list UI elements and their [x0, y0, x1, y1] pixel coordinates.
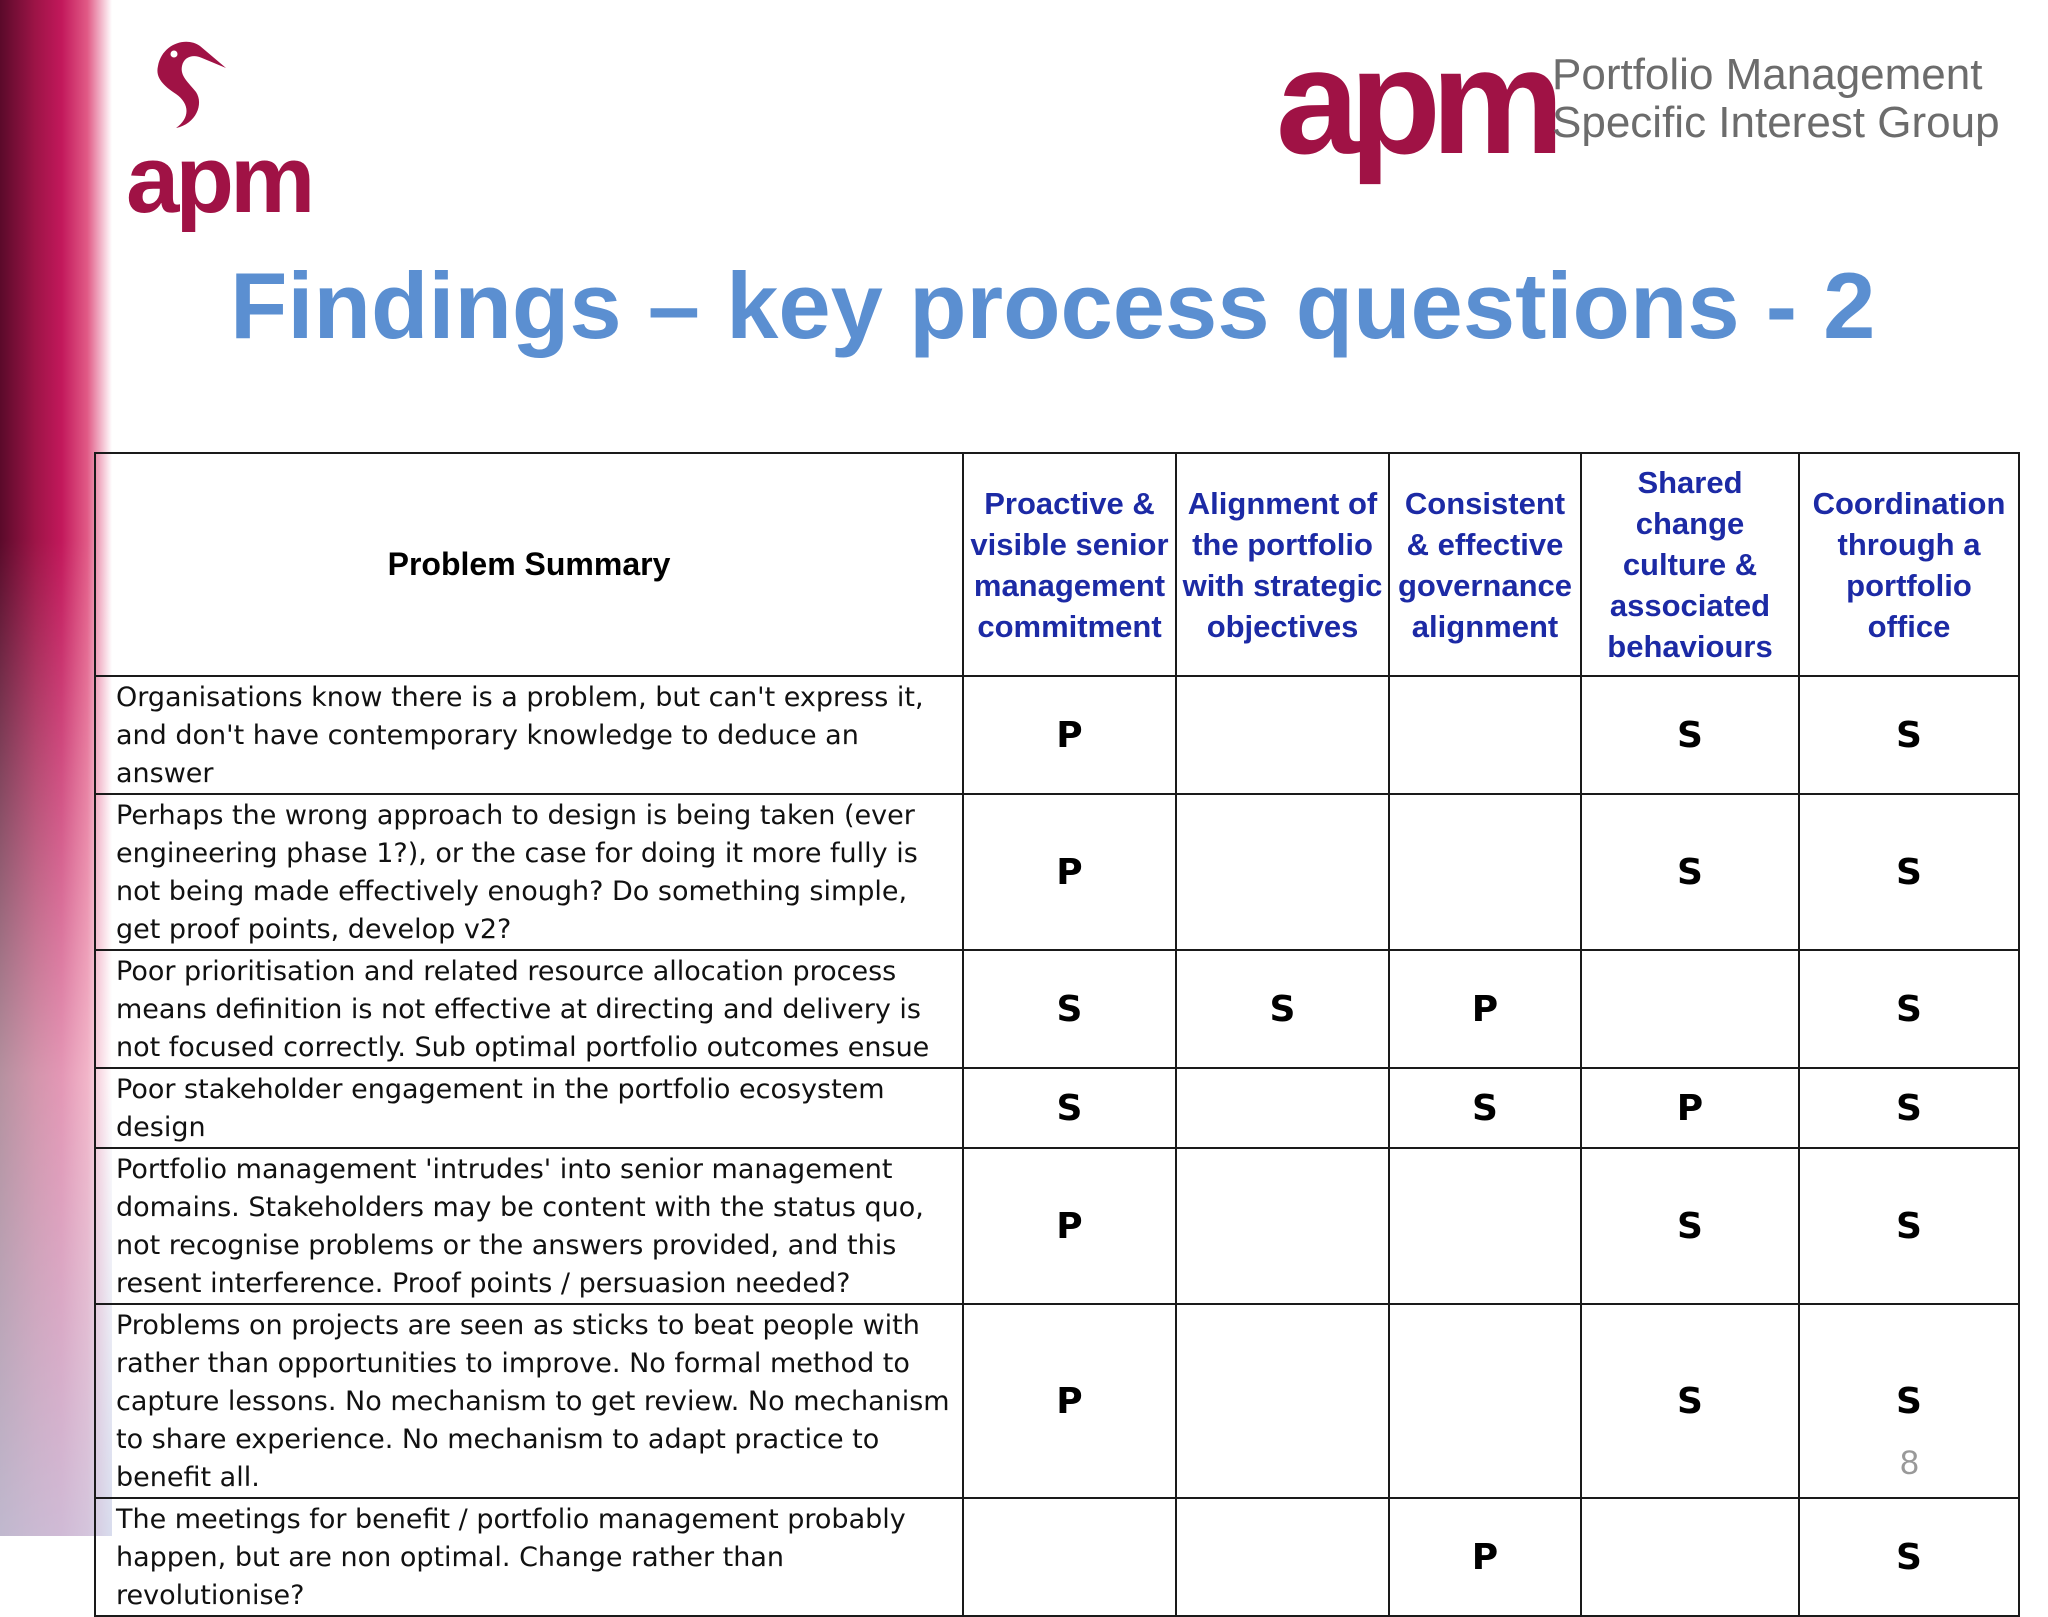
mark-cell: P: [963, 794, 1176, 950]
mark-cell: S: [1581, 794, 1799, 950]
left-logo-wordmark: apm: [126, 126, 312, 233]
mark-cell: S: [963, 950, 1176, 1068]
mark-cell: S: [1799, 1498, 2019, 1616]
apm-logo-small: [126, 32, 312, 233]
criterion-strategic-alignment: Alignment of the portfolio with strategic objectives: [1176, 453, 1389, 676]
problem-cell: The meetings for benefit / portfolio management probably happen, but are non optimal. Change rather than revolutionise?: [95, 1498, 963, 1616]
mark-cell: P: [963, 1148, 1176, 1304]
right-logo-wordmark: apm: [1276, 17, 1555, 185]
mark-cell: [1389, 1148, 1581, 1304]
mark-cell: S: [1581, 676, 1799, 794]
group-name-line1: Portfolio Management: [1552, 50, 1983, 99]
problem-cell: Portfolio management 'intrudes' into senior management domains. Stakeholders may be content with the status quo, not recognise problems or the answers provided, and this resent interference. Proof points / persuasion needed?: [95, 1148, 963, 1304]
mark-cell: S: [1799, 1068, 2019, 1148]
problem-cell: Poor prioritisation and related resource allocation process means definition is not effective at directing and delivery is not focused correctly. Sub optimal portfolio outcomes ensue: [95, 950, 963, 1068]
mark-cell: [963, 1498, 1176, 1616]
mark-cell: [1176, 676, 1389, 794]
findings-table: [94, 452, 2020, 1617]
page-number: 8: [1900, 1444, 1919, 1482]
mark-cell: [1176, 1498, 1389, 1616]
table-row: [95, 794, 2019, 950]
table-row: [95, 1498, 2019, 1616]
table-row: [95, 1304, 2019, 1498]
mark-cell: [1581, 1498, 1799, 1616]
mark-cell: [1581, 950, 1799, 1068]
table-row: [95, 950, 2019, 1068]
mark-cell: S: [1389, 1068, 1581, 1148]
mark-cell: [1389, 676, 1581, 794]
mark-cell: [1176, 1068, 1389, 1148]
mark-cell: S: [1581, 1304, 1799, 1498]
criterion-change-culture: Shared change culture & associated behaviours: [1581, 453, 1799, 676]
heron-bird-icon: [140, 32, 230, 132]
problem-summary-header: Problem Summary: [95, 453, 963, 676]
mark-cell: [1389, 1304, 1581, 1498]
problem-cell: Poor stakeholder engagement in the portfolio ecosystem design: [95, 1068, 963, 1148]
mark-cell: [1176, 794, 1389, 950]
mark-cell: S: [1176, 950, 1389, 1068]
page-title: Findings – key process questions - 2: [230, 253, 1876, 358]
mark-cell: S: [1799, 1148, 2019, 1304]
mark-cell: [1176, 1304, 1389, 1498]
problem-cell: Perhaps the wrong approach to design is being taken (ever engineering phase 1?), or the case for doing it more fully is not being made effectively enough? Do something simple, get proof points, develop v2?: [95, 794, 963, 950]
table-header-row: [95, 453, 2019, 676]
criterion-portfolio-office: Coordination through a portfolio office: [1799, 453, 2019, 676]
mark-cell: P: [1389, 1498, 1581, 1616]
mark-cell: S: [963, 1068, 1176, 1148]
mark-cell: S: [1581, 1148, 1799, 1304]
mark-cell: P: [963, 1304, 1176, 1498]
mark-cell: P: [1581, 1068, 1799, 1148]
table-row: [95, 676, 2019, 794]
table-row: [95, 1068, 2019, 1148]
mark-cell: P: [1389, 950, 1581, 1068]
mark-cell: [1176, 1148, 1389, 1304]
criterion-senior-commitment: Proactive & visible senior management commitment: [963, 453, 1176, 676]
mark-cell: [1389, 794, 1581, 950]
problem-cell: Problems on projects are seen as sticks to beat people with rather than opportunities to improve. No formal method to capture lessons. No mechanism to get review. No mechanism to share experience. No mechanism to adapt practice to benefit all.: [95, 1304, 963, 1498]
mark-cell: P: [963, 676, 1176, 794]
group-name-line2: Specific Interest Group: [1552, 98, 2000, 147]
mark-cell: S: [1799, 1304, 2019, 1498]
mark-cell: S: [1799, 676, 2019, 794]
apm-sig-logo: [1276, 17, 2000, 185]
table-row: [95, 1148, 2019, 1304]
problem-cell: Organisations know there is a problem, but can't express it, and don't have contemporary knowledge to deduce an answer: [95, 676, 963, 794]
mark-cell: S: [1799, 950, 2019, 1068]
criterion-governance-alignment: Consistent & effective governance alignment: [1389, 453, 1581, 676]
mark-cell: S: [1799, 794, 2019, 950]
